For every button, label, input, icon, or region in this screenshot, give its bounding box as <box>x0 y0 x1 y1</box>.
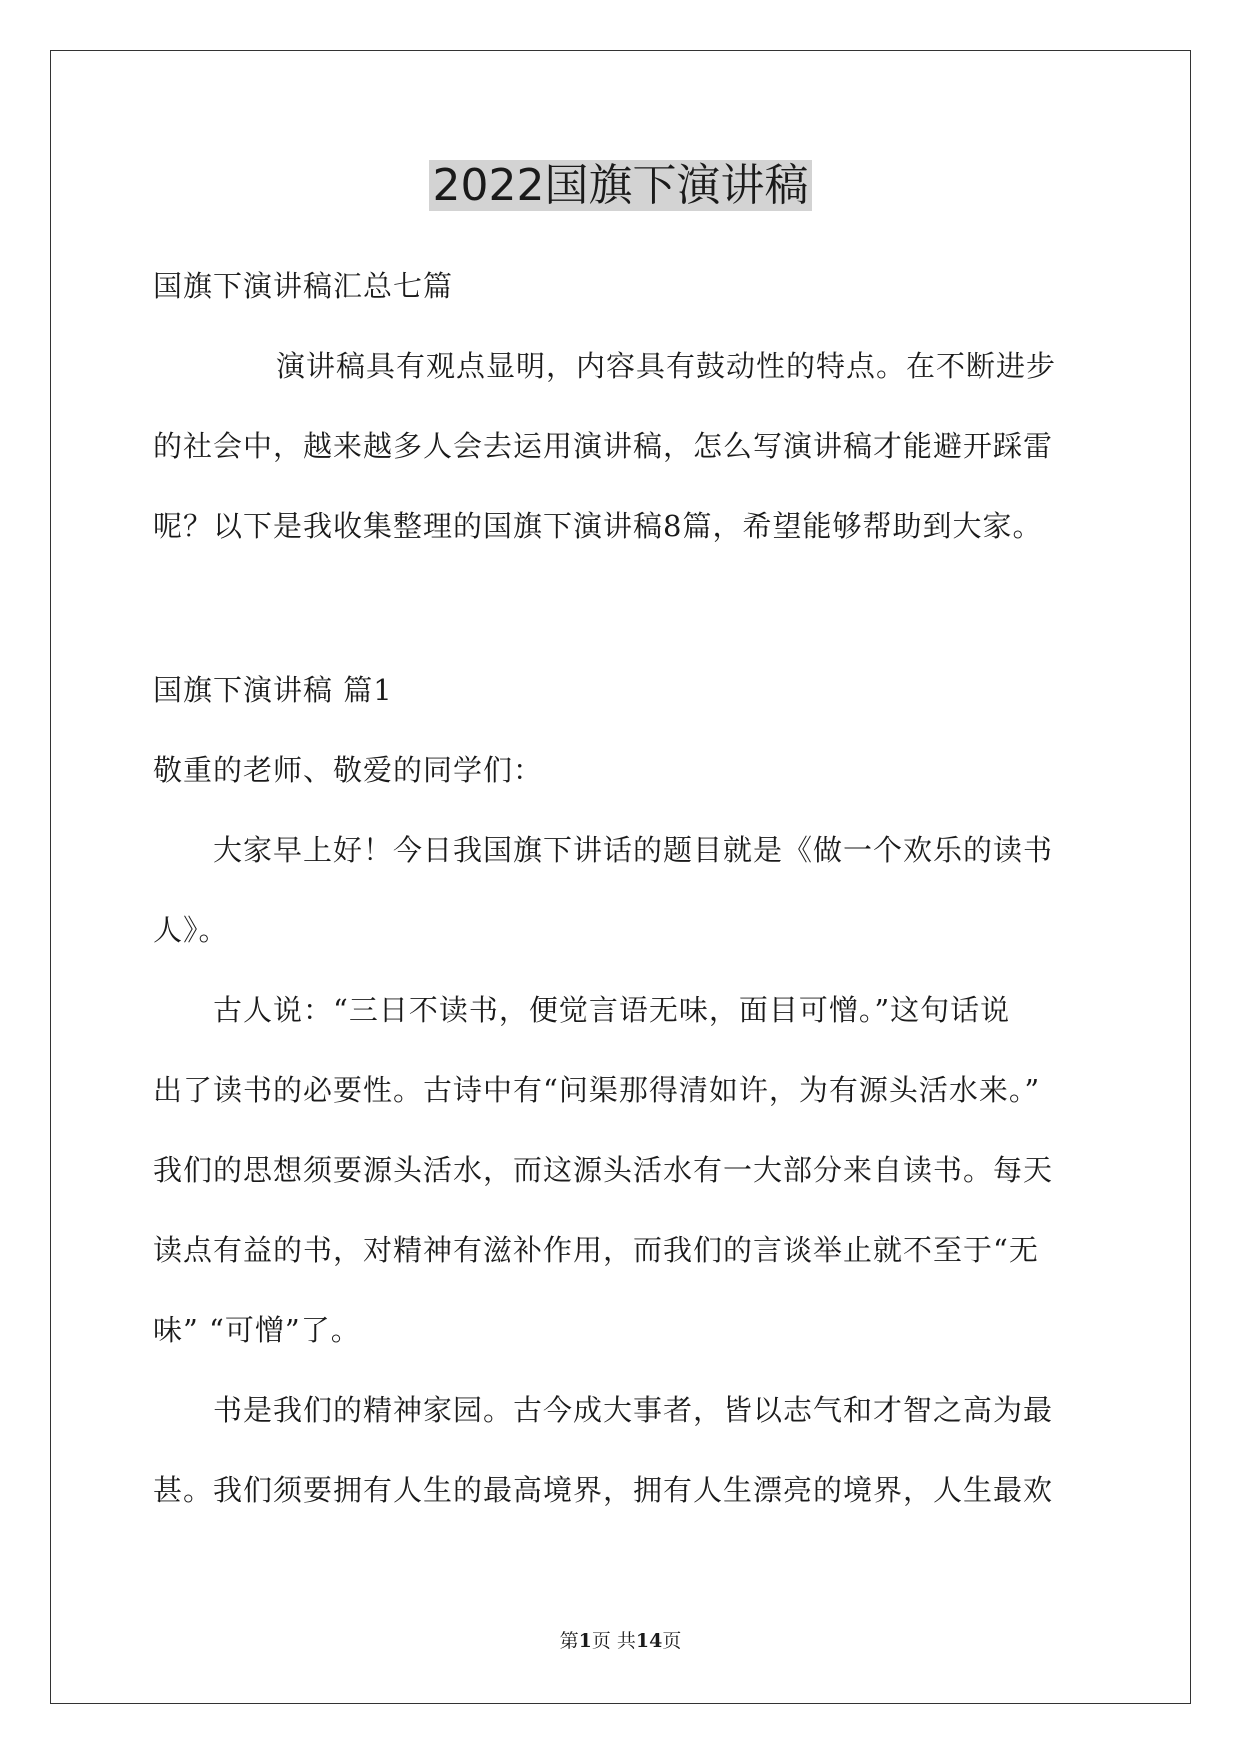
body-line-7: 味” “可憎”了。 <box>153 1313 361 1347</box>
body-line-2: 人》。 <box>153 913 229 947</box>
footer-mid: 页 共 <box>591 1630 636 1652</box>
footer-total-pages: 14 <box>635 1630 663 1652</box>
body-line-5: 我们的思想须要源头活水，而这源头活水有一大部分来自读书。每天 <box>153 1153 1054 1187</box>
body-line-1: 大家早上好！今日我国旗下讲话的题目就是《做一个欢乐的读书 <box>213 833 1054 867</box>
footer-current-page: 1 <box>578 1630 592 1652</box>
footer-prefix: 第 <box>559 1630 579 1652</box>
salutation: 敬重的老师、敬爱的同学们： <box>153 753 544 787</box>
section-heading: 国旗下演讲稿 篇1 <box>153 673 393 707</box>
intro-line-3: 呢？以下是我收集整理的国旗下演讲稿8篇，希望能够帮助到大家。 <box>153 509 1043 543</box>
page-number-footer <box>0 1628 1241 1654</box>
intro-line-2: 的社会中，越来越多人会去运用演讲稿，怎么写演讲稿才能避开踩雷 <box>153 429 1054 463</box>
document-title-text: 2022国旗下演讲稿 <box>429 160 813 211</box>
body-line-4: 出了读书的必要性。古诗中有“问渠那得清如许，为有源头活水来。” <box>153 1073 1041 1107</box>
intro-line-1: 演讲稿具有观点显明，内容具有鼓动性的特点。在不断进步 <box>276 349 1057 383</box>
footer-suffix: 页 <box>662 1630 682 1652</box>
body-line-3: 古人说：“三日不读书，便觉言语无味，面目可憎。”这句话说 <box>213 993 1011 1027</box>
body-line-8: 书是我们的精神家园。古今成大事者，皆以志气和才智之高为最 <box>213 1393 1054 1427</box>
body-line-6: 读点有益的书，对精神有滋补作用，而我们的言谈举止就不至于“无 <box>153 1233 1039 1267</box>
document-title <box>0 156 1241 216</box>
body-line-9: 甚。我们须要拥有人生的最高境界，拥有人生漂亮的境界，人生最欢 <box>153 1473 1054 1507</box>
subtitle: 国旗下演讲稿汇总七篇 <box>153 269 454 303</box>
